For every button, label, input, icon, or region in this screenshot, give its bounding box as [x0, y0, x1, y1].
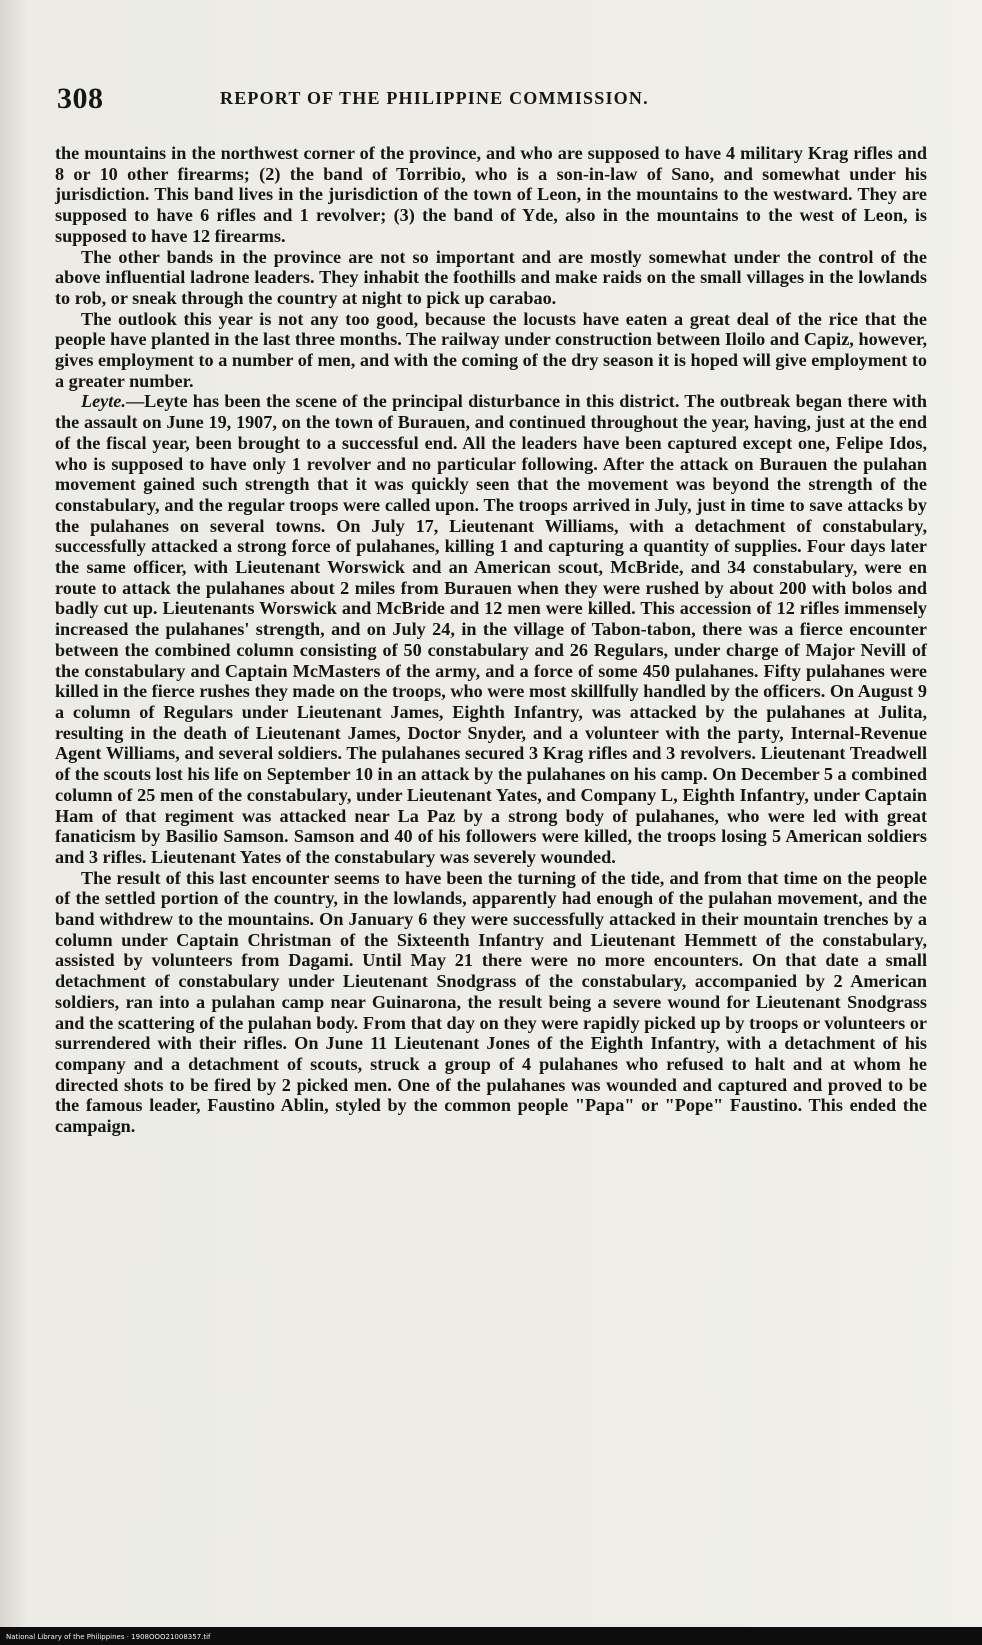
paragraph-1: the mountains in the northwest corner of the province, and who are supposed to have 4 military Krag rifles and 8 or 10 other firearms; (2) the band of Torribio, who is a son-in-law of Sano, and somewhat under his jurisdiction. This band lives in the jurisdiction of the town of Leon, in the mountains to the westward. They are supposed to have 6 rifles and 1 revolver; (3) the band of Yde, also in the mountains to the west of Leon, is supposed to have 12 firearms. [55, 143, 927, 246]
paragraph-2: The other bands in the province are not so important and are mostly somewhat under the control of the above influential ladrone leaders. They inhabit the foothills and make raids on the small villages in the lowlands to rob, or sneak through the country at night to pick up carabao. [55, 246, 927, 308]
page-number: 308 [57, 82, 104, 115]
paragraph-5: The result of this last encounter seems to have been the turning of the tide, and from that time on the people of the settled portion of the country, in the lowlands, apparently had enough of the pulahan movement, and the band withdrew to the mountains. On January 6 they were successfully attacked in their mountain trenches by a column under Captain Christman of the Sixteenth Infantry and Lieutenant Hemmett of the constabulary, assisted by volunteers from Dagami. Until May 21 there were no more encounters. On that date a small detachment of constabulary under Lieutenant Snodgrass of the constabulary, accompanied by 2 American soldiers, ran into a pulahan camp near Guinarona, the result being a severe wound for Lieutenant Snodgrass and the scattering of the pulahan body. From that day on they were rapidly picked up by troops or volunteers or surrendered with their rifles. On June 11 Lieutenant Jones of the Eighth Infantry, with a detachment of his company and a detachment of scouts, struck a group of 4 pulahanes who refused to halt and at whom he directed shots to be fired by 2 picked men. One of the pulahanes was wounded and captured and proved to be the famous leader, Faustino Ablin, styled by the common people "Papa" or "Pope" Faustino. This ended the campaign. [55, 867, 927, 1137]
paragraph-4-text: Leyte has been the scene of the principal disturbance in this district. The outbreak began there with the assault on June 19, 1907, on the town of Burauen, and continued throughout the year, having, just at the end of the fiscal year, been brought to a successful end. All the leaders have been captured except one, Felipe Idos, who is supposed to have only 1 revolver and no particular following. After the attack on Burauen the pulahan movement gained such strength that it was quickly seen that the movement was beyond the strength of the constabulary, and the regular troops were called upon. The troops arrived in July, just in time to save attacks by the pulahanes on several towns. On July 17, Lieutenant Williams, with a detachment of constabulary, successfully attacked a strong force of pulahanes, killing 1 and capturing a quantity of supplies. Four days later the same officer, with Lieutenant Worswick and an American scout, McBride, and 34 constabulary, were en route to attack the pulahanes about 2 miles from Burauen when they were rushed by about 200 with bolos and badly cut up. Lieutenants Worswick and McBride and 12 men were killed. This accession of 12 rifles immensely increased the pulahanes' strength, and on July 24, in the village of Tabon-tabon, there was a fierce encounter between the combined column consisting of 50 constabulary and 26 Regulars, under charge of Major Nevill of the constabulary and Captain McMasters of the army, and a force of some 450 pulahanes. Fifty pulahanes were killed in the fierce rushes they made on the troops, who were most skillfully handled by the officers. On August 9 a column of Regulars under Lieutenant James, Eighth Infantry, was attacked by the pulahanes at Julita, resulting in the death of Lieutenant James, Doctor Snyder, and a volunteer with the party, Internal-Revenue Agent Williams, and several soldiers. The pulahanes secured 3 Krag rifles and 3 revolvers. Lieutenant Treadwell of the scouts lost his life on September 10 in an attack by the pulahanes on his camp. On December 5 a combined column of 25 men of the constabulary, under Lieutenant Yates, and Company L, Eighth Infantry, under Captain Ham of that regiment was attacked near La Paz by a strong body of pulahanes, who were led with great fanaticism by Basilio Samson. Samson and 40 of his followers were killed, the troops losing 5 American soldiers and 3 rifles. Lieutenant Yates of the constabulary was severely wounded. [55, 391, 927, 867]
running-title: REPORT OF THE PHILIPPINE COMMISSION. [220, 88, 649, 108]
leyte-label: Leyte. [81, 391, 126, 412]
paragraph-3: The outlook this year is not any too good, because the locusts have eaten a great deal of the rice that the people have planted in the last three months. The railway under construction between Iloilo and Capiz, however, gives employment to a number of men, and with the coming of the dry season it is hoped will give employment to a greater number. [55, 308, 927, 391]
leyte-dash: — [125, 391, 145, 412]
footer-source-text: National Library of the Philippines · 1908OOO21008357.tif [6, 1633, 211, 1641]
footer-bar [0, 1627, 982, 1645]
paragraph-4 [55, 391, 927, 867]
page-header [57, 82, 927, 122]
body-text [55, 143, 927, 1137]
